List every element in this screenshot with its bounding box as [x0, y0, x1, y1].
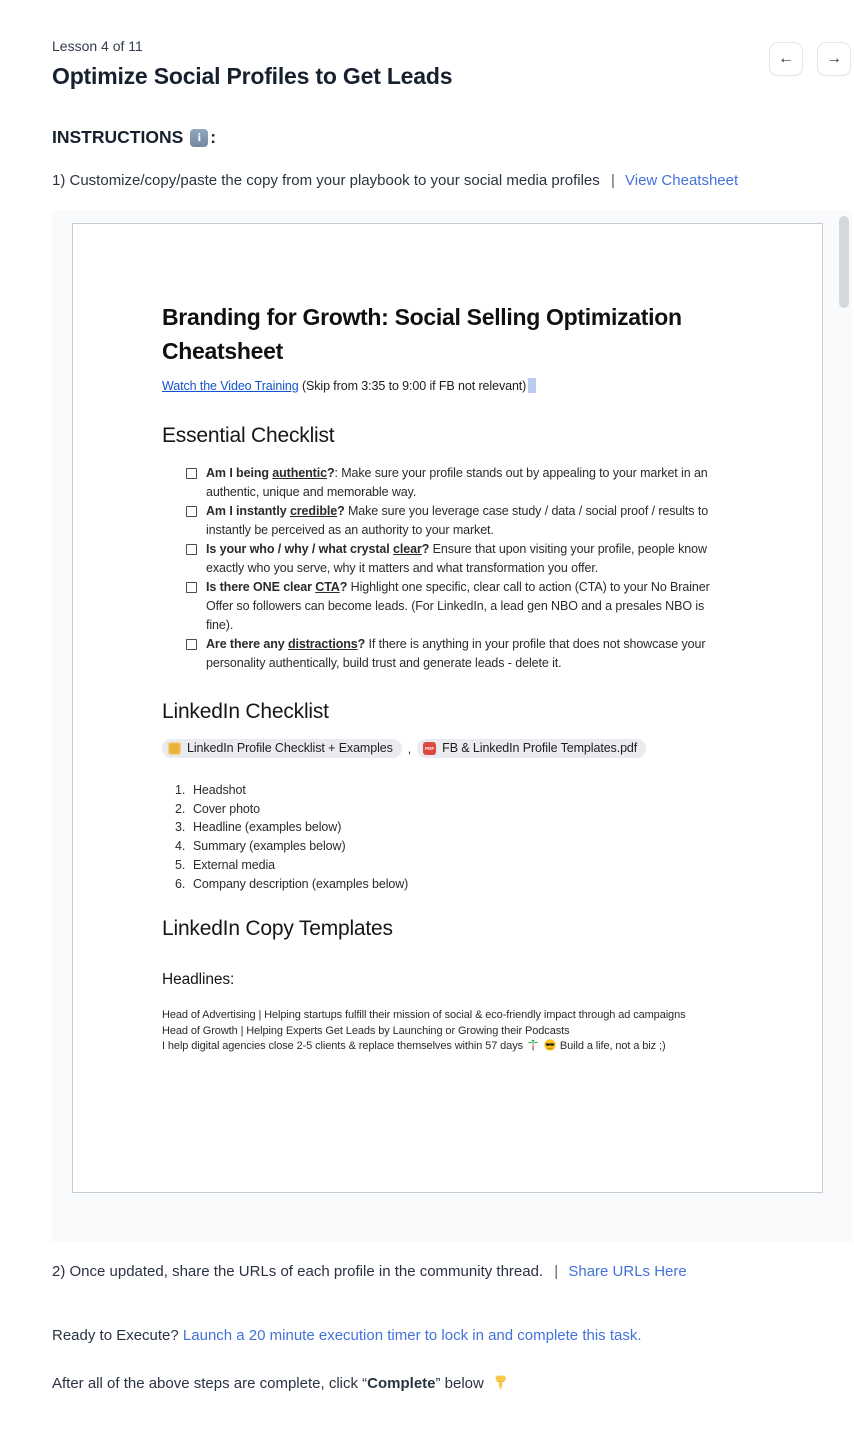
previous-lesson-button[interactable]	[769, 42, 803, 76]
attachment-chip-pdf-templates[interactable]: PDF FB & LinkedIn Profile Templates.pdf	[417, 739, 646, 758]
checkbox-icon	[186, 506, 197, 517]
step-1-text: 1) Customize/copy/paste the copy from your playbook to your social media profiles	[52, 172, 600, 189]
instructions-heading: INSTRUCTIONS i :	[52, 127, 217, 147]
lesson-progress-label: Lesson 4 of 11	[52, 38, 143, 54]
step-2-line	[52, 1263, 854, 1280]
list-item: 1. Headshot	[175, 783, 246, 797]
separator: |	[610, 172, 615, 189]
text-selection-highlight	[528, 378, 536, 393]
list-item: 5. External media	[175, 857, 275, 872]
step-2-text: 2) Once updated, share the URLs of each profile in the community thread.	[52, 1263, 544, 1280]
linkedin-checklist-heading: LinkedIn Checklist	[162, 700, 329, 723]
headline-example: Head of Growth | Helping Experts Get Leads by Launching or Growing their Podcasts	[162, 1024, 570, 1037]
embed-scrollbar[interactable]	[836, 210, 852, 1242]
cheatsheet-embed	[52, 210, 852, 1242]
point-down-emoji	[493, 1375, 508, 1395]
checklist-item: Am I being authentic?: Make sure your profile stands out by appealing to your market in an authentic, unique and memorable way.	[186, 464, 756, 502]
arrow-right-icon: →	[826, 50, 842, 67]
watch-video-training-link[interactable]: Watch the Video Training	[162, 379, 299, 393]
headline-example: I help digital agencies close 2-5 clients & replace themselves within 57 days Build a life, not a biz ;)	[162, 1039, 756, 1057]
chip-separator: ,	[407, 741, 412, 756]
checkbox-icon	[186, 544, 197, 555]
list-item: 2. Cover photo	[175, 801, 260, 816]
checklist-item: Are there any distractions? If there is anything in your profile that does not showcase your personality authentically, build trust and generate leads - delete it.	[186, 635, 756, 673]
doc-page-1	[72, 223, 823, 1193]
headline-example: Head of Advertising | Helping startups fulfill their mission of social & eco-friendly impact through ad campaigns	[162, 1009, 686, 1022]
step-1-line	[52, 172, 854, 189]
arrow-left-icon: ←	[778, 50, 794, 67]
palm-tree-emoji	[527, 1039, 539, 1057]
checklist-item: Is your who / why / what crystal clear? Ensure that upon visiting your profile, people know exactly who you serve, why it matters and what transformation you offer.	[186, 540, 756, 578]
execution-timer-link[interactable]: Launch a 20 minute execution timer to lock in and complete this task.	[182, 1327, 642, 1344]
doc-title: Branding for Growth: Social Selling Optimization Cheatsheet	[162, 304, 682, 364]
complete-keyword: Complete	[367, 1375, 436, 1392]
list-item: 3. Headline (examples below)	[175, 820, 342, 835]
yellow-doc-icon	[168, 742, 181, 755]
doc-video-line	[162, 378, 756, 393]
checkbox-icon	[186, 582, 197, 593]
sunglasses-emoji	[544, 1039, 556, 1057]
attachment-chips	[162, 739, 756, 758]
lesson-navigation	[769, 42, 851, 76]
checklist-item: Am I instantly credible? Make sure you leverage case study / data / social proof / results to instantly be perceived as an authority to your market.	[186, 502, 756, 540]
checkbox-icon	[186, 468, 197, 479]
list-item: 6. Company description (examples below)	[175, 876, 409, 891]
attachment-chip-checklist-examples[interactable]: LinkedIn Profile Checklist + Examples	[162, 739, 402, 758]
checklist-item: Is there ONE clear CTA? Highlight one specific, clear call to action (CTA) to your No Brainer Offer so followers can become leads. (For LinkedIn, a lead gen NBO and a presales NBO is fine).	[186, 578, 756, 635]
info-icon: i	[190, 129, 208, 147]
red-pdf-icon: PDF	[423, 742, 436, 755]
copy-templates-heading: LinkedIn Copy Templates	[162, 917, 393, 941]
scrollbar-thumb[interactable]	[839, 216, 849, 308]
separator: |	[554, 1263, 559, 1280]
ready-to-execute-line: Ready to Execute? Launch a 20 minute execution timer to lock in and complete this task.	[52, 1327, 642, 1344]
view-cheatsheet-link[interactable]: View Cheatsheet	[625, 172, 739, 189]
video-note: (Skip from 3:35 to 9:00 if FB not relevant)	[301, 379, 527, 393]
share-urls-link[interactable]: Share URLs Here	[568, 1263, 687, 1280]
page-title: Optimize Social Profiles to Get Leads	[52, 63, 453, 89]
profile-elements-list	[162, 781, 756, 893]
next-lesson-button[interactable]	[817, 42, 851, 76]
list-item: 4. Summary (examples below)	[175, 839, 346, 854]
checkbox-icon	[186, 639, 197, 650]
headlines-subheading: Headlines:	[162, 971, 235, 989]
complete-instruction-line: After all of the above steps are complete, click “Complete” below	[52, 1375, 854, 1395]
headline-examples	[162, 1008, 756, 1057]
essential-checklist	[162, 464, 756, 673]
essential-checklist-heading: Essential Checklist	[162, 424, 335, 447]
